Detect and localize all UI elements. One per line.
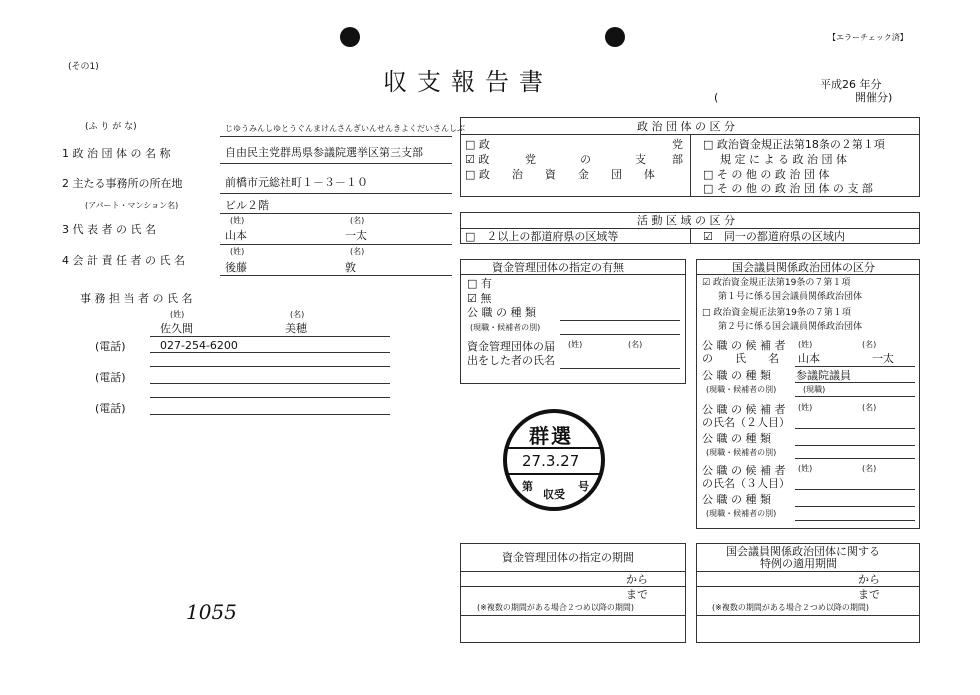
q4-line — [220, 275, 452, 276]
q3-value-mei: 一太 — [345, 229, 367, 242]
sheet-number: (その1) — [68, 62, 99, 72]
furigana-line — [220, 136, 452, 137]
period1-mid-line — [460, 586, 686, 587]
diet-cand1-line — [795, 366, 915, 367]
diet-cand2-b: の氏名（２人目） — [702, 416, 790, 429]
diet-header-line — [696, 274, 920, 275]
phone-line-2a — [150, 383, 390, 384]
fund-mgmt-no: ☑ 無 — [467, 292, 492, 305]
diet-header: 国会議員関係政治団体の区分 — [732, 261, 875, 274]
disband-label: 開催分) — [855, 91, 893, 104]
period2-header-1: 国会議員関係政治団体に関する — [726, 545, 880, 558]
diet-cand3-sei-label: (姓) — [798, 464, 813, 473]
group-opt2-c: の — [580, 153, 591, 166]
staff-value-sei: 佐久間 — [160, 322, 193, 335]
diet-office1: 公 職 の 種 類 — [702, 369, 771, 382]
q4-sei-label: (姓) — [230, 247, 245, 256]
error-check-label: 【エラーチェック済】 — [828, 33, 908, 42]
stamp-line-bottom — [508, 473, 600, 475]
fund-mgmt-office-sub: (現職・候補者の別) — [470, 323, 541, 332]
diet-office1-sub-line — [795, 396, 915, 397]
diet-cand3-a: 公 職 の 候 補 者 — [702, 464, 786, 477]
diet-cand1-sei-label: (姓) — [798, 340, 813, 349]
diet-cand2-mei-label: (名) — [862, 403, 877, 412]
activity-opt1: □ ２以上の都道府県の区域等 — [465, 230, 619, 243]
q4-value-sei: 後藤 — [225, 261, 247, 274]
period2-header-line — [696, 571, 920, 572]
stamp-line-top — [508, 447, 600, 449]
punch-hole-right — [605, 27, 625, 47]
staff-line — [150, 336, 390, 337]
staff-label: 事 務 担 当 者 の 氏 名 — [80, 292, 193, 305]
fund-mgmt-header-line — [460, 274, 686, 275]
diet-cand1-a: 公 職 の 候 補 者 — [702, 339, 786, 352]
diet-office3: 公 職 の 種 類 — [702, 493, 771, 506]
diet-office1-sub-value: (現職) — [803, 385, 826, 394]
phone-label-2: (電話) — [95, 371, 126, 384]
stamp-bottom-mid: 収受 — [543, 488, 565, 501]
period1-note: (※複数の期間がある場合２つめ以降の期間) — [477, 603, 634, 612]
period2-header-2: 特例の適用期間 — [760, 557, 837, 570]
fund-mgmt-header: 資金管理団体の指定の有無 — [492, 261, 624, 274]
stamp-top: 群選 — [529, 424, 573, 448]
furigana-label: (ふ り が な) — [85, 122, 137, 132]
staff-sei-label: (姓) — [170, 310, 185, 319]
q3-value-sei: 山本 — [225, 229, 247, 242]
phone-label-3: (電話) — [95, 402, 126, 415]
period1-from: から — [626, 573, 648, 586]
fund-mgmt-mei: (名) — [628, 340, 643, 349]
page-title: 収支報告書 — [383, 68, 553, 96]
diet-cand3-line — [795, 489, 915, 490]
paren-open: ( — [714, 91, 719, 104]
fund-mgmt-sub-line — [560, 334, 680, 335]
period1-note-line — [460, 615, 686, 616]
group-r1b: 規 定 に よ る 政 治 団 体 — [720, 153, 847, 166]
q1-label: 1 政 治 団 体 の 名 称 — [62, 147, 171, 160]
diet-cand1-mei-label: (名) — [862, 340, 877, 349]
fund-mgmt-notify-1: 資金管理団体の届 — [467, 340, 555, 353]
group-opt2-a: ☑ 政 — [465, 153, 490, 166]
group-opt2-e: 部 — [672, 153, 683, 166]
q1-value: 自由民主党群馬県参議院選挙区第三支部 — [225, 146, 423, 159]
phone-value-1: 027-254-6200 — [160, 339, 238, 352]
apt-value: ビル２階 — [225, 199, 269, 212]
group-opt2-b: 党 — [525, 153, 536, 166]
period2-from: から — [858, 573, 880, 586]
group-opt3: □ 政 治 資 金 団 体 — [465, 168, 655, 181]
staff-value-mei: 美穂 — [285, 322, 307, 335]
q4-mei-label: (名) — [350, 247, 365, 256]
stamp-date: 27.3.27 — [522, 452, 580, 470]
apt-line — [220, 213, 452, 214]
stamp-bottom-left: 第 — [522, 480, 533, 493]
fund-mgmt-office: 公 職 の 種 類 — [467, 306, 536, 319]
diet-cand3-b: の氏名（３人目） — [702, 477, 790, 490]
group-type-divider — [690, 134, 691, 197]
fund-mgmt-office-line — [560, 320, 680, 321]
period2-mid-line — [696, 586, 920, 587]
q1-line — [220, 163, 452, 164]
diet-cand1-sei: 山本 — [798, 352, 820, 365]
q4-label: 4 会 計 責 任 者 の 氏 名 — [62, 254, 185, 267]
group-r2: □ そ の 他 の 政 治 団 体 — [703, 168, 830, 181]
punch-hole-left — [340, 27, 360, 47]
q2-label: 2 主たる事務所の所在地 — [62, 177, 183, 190]
period1-header-line — [460, 571, 686, 572]
diet-cand3-mei-label: (名) — [862, 464, 877, 473]
handwritten-number: 1055 — [186, 600, 237, 624]
diet-office3-line — [795, 506, 915, 507]
q3-label: 3 代 表 者 の 氏 名 — [62, 223, 156, 236]
q3-mei-label: (名) — [350, 216, 365, 225]
q3-line — [220, 244, 452, 245]
phone-line-1b — [150, 366, 390, 367]
phone-line-3 — [150, 414, 390, 415]
diet-o1b: 第１号に係る国会議員関係政治団体 — [718, 292, 863, 302]
group-opt1-b: 党 — [672, 138, 683, 151]
phone-label-1: (電話) — [95, 340, 126, 353]
diet-o1a: ☑ 政治資金規正法第19条の７第１項 — [702, 278, 851, 288]
group-r1: □ 政治資金規正法第18条の２第１項 — [703, 138, 885, 151]
period2-to: まで — [858, 588, 880, 601]
diet-office3-sub-line — [795, 520, 915, 521]
group-opt2-d: 支 — [635, 153, 646, 166]
diet-cand2-a: 公 職 の 候 補 者 — [702, 403, 786, 416]
diet-cand1-b: の 氏 名 — [702, 352, 779, 365]
group-type-header: 政 治 団 体 の 区 分 — [637, 120, 735, 133]
staff-mei-label: (名) — [290, 310, 305, 319]
fund-mgmt-notify-line — [560, 368, 680, 369]
group-opt1-a: □ 政 — [465, 138, 490, 151]
diet-office1-sub: (現職・候補者の別) — [706, 385, 777, 394]
activity-opt2: ☑ 同一の都道府県の区域内 — [703, 230, 845, 243]
diet-office2-sub-line — [795, 458, 915, 459]
apt-label: (アパート・マンション名) — [85, 201, 179, 210]
phone-line-1a — [150, 352, 390, 353]
furigana-value: じゆうみんしゆとうぐんまけんさんぎいんせんきよくだいさんしぶ — [225, 124, 465, 133]
phone-line-2b — [150, 397, 390, 398]
activity-header: 活 動 区 域 の 区 分 — [637, 214, 735, 227]
q2-line — [220, 193, 452, 194]
diet-office1-line — [795, 382, 915, 383]
diet-office1-value: 参議院議員 — [796, 369, 851, 382]
period2-note: (※複数の期間がある場合２つめ以降の期間) — [712, 603, 869, 612]
diet-o2a: □ 政治資金規正法第19条の７第１項 — [702, 308, 851, 318]
group-r3: □ そ の 他 の 政 治 団 体 の 支 部 — [703, 182, 873, 195]
diet-office2: 公 職 の 種 類 — [702, 432, 771, 445]
period1-to: まで — [626, 588, 648, 601]
diet-office2-line — [795, 445, 915, 446]
diet-cand2-line — [795, 428, 915, 429]
year-label: 平成26 年分 — [820, 78, 882, 91]
fund-mgmt-notify-2: 出をした者の氏名 — [467, 354, 555, 367]
fund-mgmt-sei: (姓) — [568, 340, 583, 349]
diet-cand2-sei-label: (姓) — [798, 403, 813, 412]
period2-note-line — [696, 615, 920, 616]
diet-cand1-mei: 一太 — [872, 352, 894, 365]
q2-value: 前橋市元総社町１－３－１０ — [225, 176, 368, 189]
diet-office2-sub: (現職・候補者の別) — [706, 448, 777, 457]
diet-office3-sub: (現職・候補者の別) — [706, 509, 777, 518]
period1-header: 資金管理団体の指定の期間 — [502, 551, 634, 564]
stamp-bottom-right: 号 — [578, 480, 589, 493]
q3-sei-label: (姓) — [230, 216, 245, 225]
q4-value-mei: 敦 — [345, 261, 356, 274]
activity-divider — [690, 228, 691, 244]
diet-o2b: 第２号に係る国会議員関係政治団体 — [718, 322, 863, 332]
fund-mgmt-yes: □ 有 — [467, 277, 492, 290]
